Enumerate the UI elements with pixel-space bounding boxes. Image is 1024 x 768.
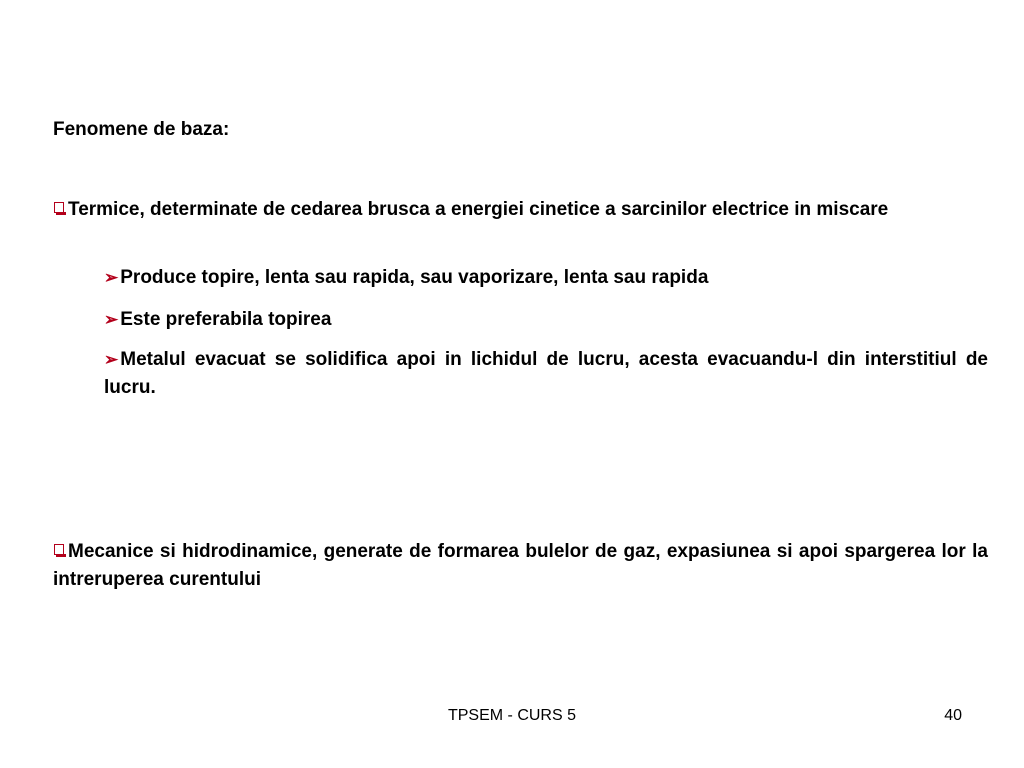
arrow-bullet-icon: ➢ bbox=[104, 310, 119, 329]
bullet-item-thermal bbox=[53, 196, 988, 224]
arrow-bullet-icon: ➢ bbox=[104, 268, 119, 287]
square-bullet-icon bbox=[53, 200, 66, 217]
slide-heading: Fenomene de baza: bbox=[53, 119, 230, 140]
footer-title: TPSEM - CURS 5 bbox=[447, 707, 576, 724]
sub-bullet-text: Este preferabila topirea bbox=[120, 309, 332, 330]
arrow-bullet-icon: ➢ bbox=[104, 350, 119, 369]
sub-bullet-item bbox=[104, 264, 988, 292]
sub-bullet-text: Metalul evacuat se solidifica apoi in lichidul de lucru, acesta evacuandu-l din interstitiul de lucru. bbox=[104, 349, 988, 398]
bullet-item-text: Mecanice si hidrodinamice, generate de formarea bulelor de gaz, expasiunea si apoi spargerea lor la intreruperea curentului bbox=[53, 541, 988, 590]
sub-bullet-item bbox=[104, 306, 988, 334]
sub-bullet-text: Produce topire, lenta sau rapida, sau vaporizare, lenta sau rapida bbox=[120, 267, 709, 288]
page-number: 40 bbox=[944, 707, 962, 724]
sub-bullet-item bbox=[104, 346, 988, 402]
bullet-item-text: Termice, determinate de cedarea brusca a energiei cinetice a sarcinilor electrice in miscare bbox=[68, 199, 889, 220]
bullet-item-mechanical bbox=[53, 538, 988, 594]
square-bullet-icon bbox=[53, 542, 66, 559]
